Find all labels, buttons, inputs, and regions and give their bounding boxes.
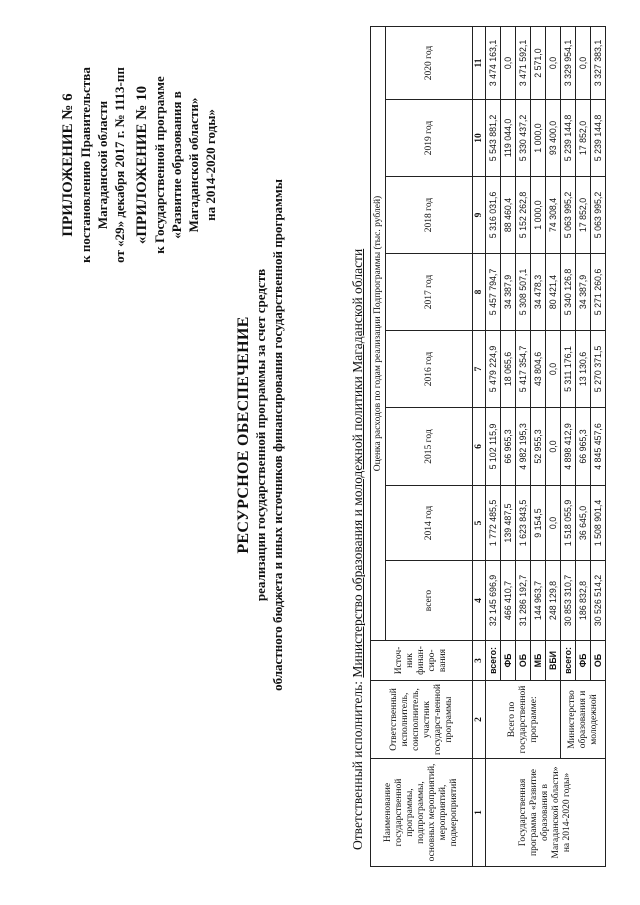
column-number: 6 xyxy=(473,408,486,486)
value-cell: 248 129,8 xyxy=(546,561,561,641)
value-cell: 31 286 192,7 xyxy=(516,561,531,641)
appendix-line: Магаданской области» xyxy=(186,97,201,233)
appendix-line: к Государственной программе xyxy=(152,76,167,254)
value-cell: 5 271 260,6 xyxy=(591,254,606,331)
value-cell: 17 852,0 xyxy=(576,100,591,177)
value-cell: 66 965,3 xyxy=(501,408,516,486)
value-cell: 74 308,4 xyxy=(546,177,561,254)
executor-prefix: Ответственный исполнитель: xyxy=(350,677,365,850)
value-cell: 0,0 xyxy=(501,27,516,100)
value-cell: 5 457 794,7 xyxy=(486,254,501,331)
column-number: 7 xyxy=(473,331,486,408)
value-cell: 1 508 901,4 xyxy=(591,486,606,561)
program-name-cell: Государственная программа «Развитие образования в Магаданской области» на 2014-2020 годы» xyxy=(486,759,606,867)
year-header: 2016 год xyxy=(386,331,473,408)
value-cell: 5 308 507,1 xyxy=(516,254,531,331)
value-cell: 0,0 xyxy=(546,331,561,408)
value-cell: 18 065,6 xyxy=(501,331,516,408)
year-header: всего xyxy=(386,561,473,641)
appendix-header xyxy=(60,40,219,290)
value-cell: 5 417 354,7 xyxy=(516,331,531,408)
resource-table xyxy=(370,26,606,867)
title-line: областного бюджета и иных источников финансирования государственной программы xyxy=(270,179,285,691)
value-cell: 5 316 031,6 xyxy=(486,177,501,254)
value-cell: 3 327 383,1 xyxy=(591,27,606,100)
year-header: 2020 год xyxy=(386,27,473,100)
value-cell: 34 387,9 xyxy=(576,254,591,331)
col-header-group: Оценка расходов по годам реализации Подпрограммы (тыс. рублей) xyxy=(371,27,386,641)
column-number: 8 xyxy=(473,254,486,331)
value-cell: 5 063 995,2 xyxy=(591,177,606,254)
value-cell: 0,0 xyxy=(546,27,561,100)
value-cell: 36 645,0 xyxy=(576,486,591,561)
value-cell: 1 772 485,5 xyxy=(486,486,501,561)
appendix-line: «Развитие образования в xyxy=(169,91,184,239)
total-label-cell: Всего по государственной программе: xyxy=(486,681,561,759)
value-cell: 5 330 437,2 xyxy=(516,100,531,177)
year-header: 2017 год xyxy=(386,254,473,331)
value-cell: 119 044,0 xyxy=(501,100,516,177)
source-cell: всего: xyxy=(486,641,501,681)
column-number: 4 xyxy=(473,561,486,641)
value-cell: 32 145 696,9 xyxy=(486,561,501,641)
source-cell: ФБ xyxy=(576,641,591,681)
value-cell: 144 963,7 xyxy=(531,561,546,641)
value-cell: 5 239 144,8 xyxy=(561,100,576,177)
value-cell: 13 130,6 xyxy=(576,331,591,408)
column-number: 1 xyxy=(473,759,486,867)
value-cell: 2 571,0 xyxy=(531,27,546,100)
table-row xyxy=(561,27,576,867)
value-cell: 5 270 371,5 xyxy=(591,331,606,408)
value-cell: 1 623 843,5 xyxy=(516,486,531,561)
col-header-source: Источ-ник финан-сиро-вания xyxy=(371,641,473,681)
appendix-line: «ПРИЛОЖЕНИЕ № 10 xyxy=(134,85,150,245)
value-cell: 3 329 954,1 xyxy=(561,27,576,100)
appendix-line: к постановлению Правительства xyxy=(78,67,93,263)
value-cell: 34 478,3 xyxy=(531,254,546,331)
source-cell: ОБ xyxy=(516,641,531,681)
year-header: 2015 год xyxy=(386,408,473,486)
value-cell: 0,0 xyxy=(546,408,561,486)
value-cell: 5 239 144,8 xyxy=(591,100,606,177)
value-cell: 34 387,9 xyxy=(501,254,516,331)
value-cell: 5 063 995,2 xyxy=(561,177,576,254)
source-cell: МБ xyxy=(531,641,546,681)
value-cell: 5 102 115,9 xyxy=(486,408,501,486)
value-cell: 5 311 176,1 xyxy=(561,331,576,408)
value-cell: 88 460,4 xyxy=(501,177,516,254)
value-cell: 466 410,7 xyxy=(501,561,516,641)
value-cell: 1 000,0 xyxy=(531,100,546,177)
year-header: 2019 год xyxy=(386,100,473,177)
value-cell: 17 852,0 xyxy=(576,177,591,254)
value-cell: 4 845 457,6 xyxy=(591,408,606,486)
column-number: 3 xyxy=(473,641,486,681)
value-cell: 4 982 195,3 xyxy=(516,408,531,486)
table-row xyxy=(486,27,501,867)
title-line: реализации государственной программы за счет средств xyxy=(253,268,268,602)
value-cell: 0,0 xyxy=(576,27,591,100)
value-cell: 4 898 412,9 xyxy=(561,408,576,486)
value-cell: 93 400,0 xyxy=(546,100,561,177)
col-header-name: Наименование государственной программы, подпрограммы, основных мероприятий, мероприятий, подмероприятий xyxy=(371,759,473,867)
appendix-line: Магаданской области xyxy=(95,100,110,230)
document-title xyxy=(235,85,286,785)
value-cell: 9 154,5 xyxy=(531,486,546,561)
col-header-executor: Ответственный исполнитель, соисполнитель, участник государст-венной программы xyxy=(371,681,473,759)
appendix-line: на 2014-2020 годы» xyxy=(203,109,218,221)
source-cell: ФБ xyxy=(501,641,516,681)
column-number: 10 xyxy=(473,100,486,177)
value-cell: 186 832,8 xyxy=(576,561,591,641)
value-cell: 1 000,0 xyxy=(531,177,546,254)
value-cell: 3 474 163,1 xyxy=(486,27,501,100)
year-header: 2014 год xyxy=(386,486,473,561)
title-line: РЕСУРСНОЕ ОБЕСПЕЧЕНИЕ xyxy=(235,316,252,554)
source-cell: ВБИ xyxy=(546,641,561,681)
column-number: 5 xyxy=(473,486,486,561)
value-cell: 43 804,6 xyxy=(531,331,546,408)
executor-value: Министерство образования и молодежной политики Магаданской области xyxy=(350,248,365,678)
value-cell: 66 965,3 xyxy=(576,408,591,486)
value-cell: 52 955,3 xyxy=(531,408,546,486)
column-number: 2 xyxy=(473,681,486,759)
value-cell: 5 479 224,9 xyxy=(486,331,501,408)
value-cell: 30 853 310,7 xyxy=(561,561,576,641)
column-number: 11 xyxy=(473,27,486,100)
column-number: 9 xyxy=(473,177,486,254)
value-cell: 5 152 262,8 xyxy=(516,177,531,254)
source-cell: всего: xyxy=(561,641,576,681)
responsible-executor xyxy=(350,249,366,850)
value-cell: 139 487,5 xyxy=(501,486,516,561)
value-cell: 3 471 592,1 xyxy=(516,27,531,100)
value-cell: 5 340 126,8 xyxy=(561,254,576,331)
source-cell: ОБ xyxy=(591,641,606,681)
value-cell: 1 518 055,9 xyxy=(561,486,576,561)
value-cell: 30 526 514,2 xyxy=(591,561,606,641)
appendix-line: от «29» декабря 2017 г. № 1113-пп xyxy=(112,67,127,263)
value-cell: 5 543 881,2 xyxy=(486,100,501,177)
ministry-label-cell: Министерство образования и молодежной xyxy=(561,681,606,759)
year-header: 2018 год xyxy=(386,177,473,254)
value-cell: 80 421,4 xyxy=(546,254,561,331)
value-cell: 0,0 xyxy=(546,486,561,561)
appendix-line: ПРИЛОЖЕНИЕ № 6 xyxy=(60,93,76,237)
